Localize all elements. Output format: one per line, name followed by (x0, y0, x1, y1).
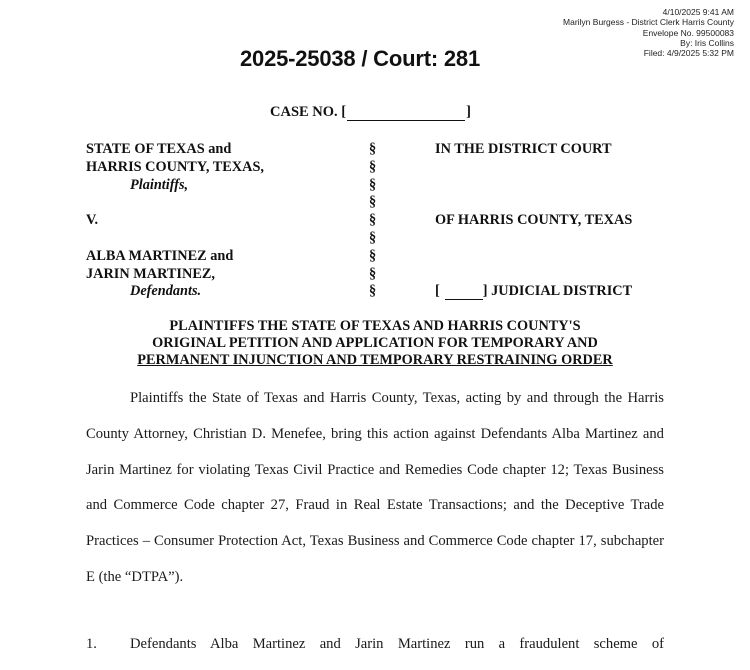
caption-court-line-1: IN THE DISTRICT COURT (435, 141, 612, 157)
case-caption (86, 141, 686, 301)
paragraph-number: 1. (86, 636, 97, 652)
stamp-datetime: 4/10/2025 9:41 AM (662, 7, 734, 17)
title-line-1: PLAINTIFFS THE STATE OF TEXAS AND HARRIS COUNTY'S (169, 318, 581, 334)
caption-row (86, 177, 686, 195)
section-symbol: § (369, 194, 377, 211)
caption-row (86, 159, 686, 177)
section-symbol: § (369, 141, 377, 157)
case-number-prefix: CASE NO. [ (270, 104, 347, 120)
case-number-blank (347, 107, 465, 121)
stamp-filed: Filed: 4/9/2025 5:32 PM (643, 48, 734, 59)
caption-plaintiff-line-2: HARRIS COUNTY, TEXAS, (86, 158, 264, 175)
title-line-3: PERMANENT INJUNCTION AND TEMPORARY RESTRAINING ORDER (137, 352, 613, 369)
intro-line: Plaintiffs the State of Texas and Harris County, Texas, acting by and through (130, 390, 599, 406)
section-symbol: § (369, 212, 377, 229)
caption-plaintiffs-label: Plaintiffs, (130, 176, 189, 193)
caption-row (86, 194, 686, 212)
stamp-by: By: Iris Collins (680, 37, 734, 48)
caption-defendant-line-1: ALBA MARTINEZ and (86, 247, 234, 264)
caption-row (86, 230, 686, 248)
caption-judicial-district (435, 283, 632, 300)
section-symbol: § (369, 229, 377, 246)
district-label: ] JUDICIAL DISTRICT (482, 283, 633, 300)
caption-row (86, 283, 686, 301)
caption-row (86, 141, 686, 159)
district-open-bracket: [ (435, 283, 440, 300)
intro-paragraph-text (86, 381, 664, 596)
section-symbol: § (369, 247, 377, 264)
case-number-suffix: ] (466, 104, 471, 120)
caption-row (86, 212, 686, 230)
document-number: 2025-25038 / Court: 281 (240, 46, 480, 71)
section-symbol: § (369, 158, 377, 175)
intro-line: “DTPA”). (124, 568, 184, 585)
caption-row (86, 266, 686, 284)
stamp-envelope: Envelope No. 99500083 (642, 27, 734, 38)
district-blank (445, 286, 483, 300)
title-line-2: ORIGINAL PETITION AND APPLICATION FOR TEMPORARY AND (152, 335, 598, 352)
section-symbol: § (369, 176, 377, 193)
paragraph-text: Defendants Alba Martinez and Jarin Martinez run a fraudulent scheme of (130, 636, 664, 652)
case-number (270, 104, 471, 121)
intro-line: Remedies Code chapter 12; Texas Business and Commerce Code chapter 27, Fraud (86, 461, 664, 514)
intro-line: the Harris County Attorney, Christian D. Menefee, bring this action against (86, 390, 664, 442)
section-symbol: § (369, 283, 377, 300)
caption-defendants-label: Defendants. (130, 283, 202, 300)
intro-line: Defendants Alba Martinez and Jarin Martinez for violating Texas Civil Practice and (86, 425, 664, 478)
caption-court-line-2: OF HARRIS COUNTY, TEXAS (435, 212, 633, 229)
caption-versus: V. (86, 212, 99, 229)
intro-paragraph (86, 381, 664, 596)
intro-line: Protection Act, Texas Business and Commerce Code chapter 17, subchapter E (the (86, 533, 664, 585)
petition-title (0, 318, 750, 370)
intro-line: in Real Estate Transactions; and the Deceptive Trade Practices – Consumer (86, 497, 665, 550)
caption-defendant-line-2: JARIN MARTINEZ, (86, 265, 215, 282)
caption-plaintiff-line-1: STATE OF TEXAS and (86, 141, 232, 157)
efile-stamp (563, 7, 734, 58)
stamp-clerk: Marilyn Burgess - District Clerk Harris County (563, 17, 734, 28)
caption-row (86, 248, 686, 266)
section-symbol: § (369, 265, 377, 282)
